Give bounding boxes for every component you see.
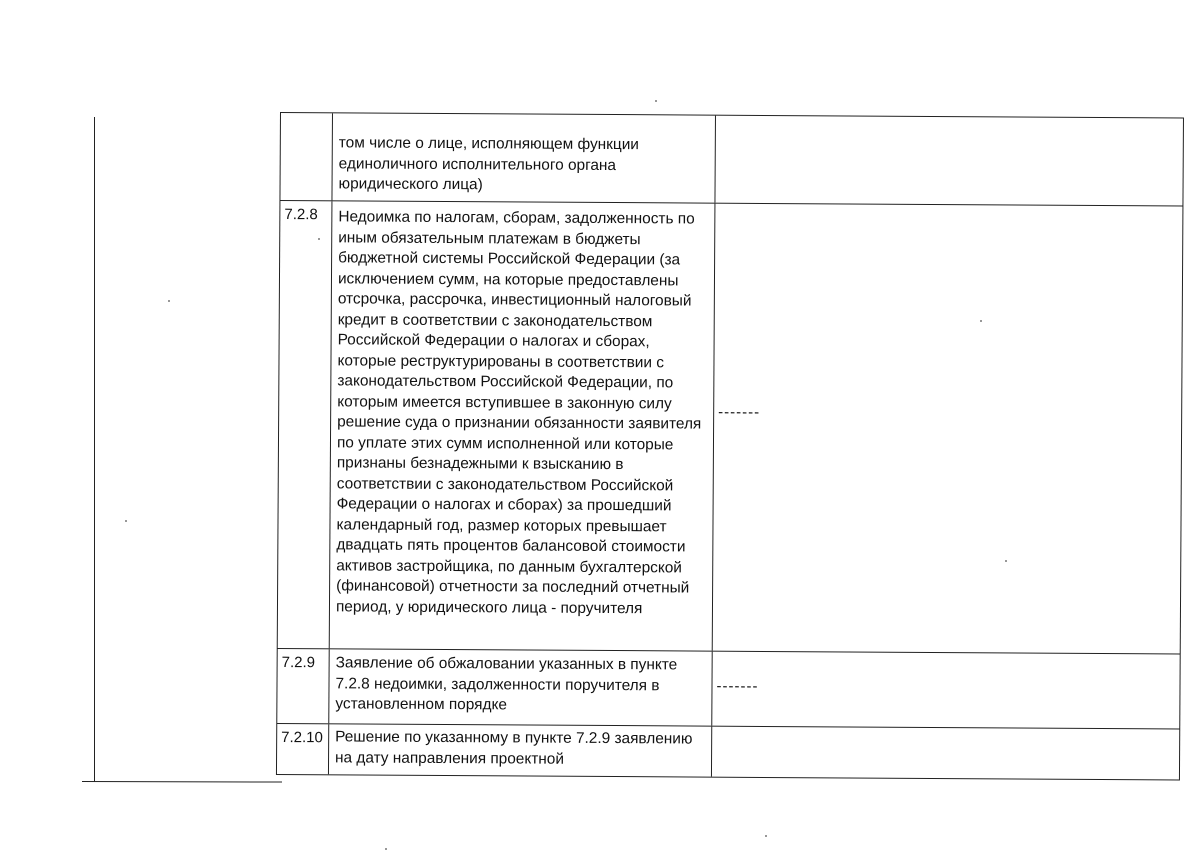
scan-speck [168, 300, 170, 302]
row-value [712, 727, 1180, 780]
row-value [712, 652, 1180, 729]
row-number: 7.2.10 [276, 724, 329, 774]
scan-speck [318, 238, 320, 240]
left-margin-line [94, 117, 95, 782]
row-text: Недоимка по налогам, сборам, задолженность по иным обязательным платежам в бюджеты бюджетной системы Российской Федерации (за исключением сумм, на которые предоставлены отсрочка, рассрочка, инвестиционный налоговый кредит в соответствии с законодательством Российской Федерации о налогах и сборах, которые реструктурированы в соответствии с законодательством Российской Федерации, по которым имеется вступившее в законную силу решение суда о признании обязанности заявителя по уплате этих сумм исполненной или которые признаны безнадежными к взысканию в соответствии с законодательством Российской Федерации о налогах и сборах) за прошедший календарный год, размер которых превышает двадцать пять процентов балансовой стоимости активов застройщика, по данным бухгалтерской (финансовой) отчетности за последний отчетный период, у юридического лица - поручителя [330, 201, 716, 650]
scan-speck [980, 320, 982, 322]
scan-speck [765, 835, 767, 837]
row-text: Решение по указанному в пункте 7.2.9 заявлению на дату направления проектной [329, 724, 712, 776]
table-row [276, 648, 1180, 729]
scan-speck [1005, 560, 1007, 562]
scan-speck [125, 520, 127, 522]
table-row [276, 723, 1180, 781]
scan-speck [655, 100, 657, 102]
row-value [715, 116, 1184, 206]
row-value-text: ------- [716, 677, 759, 695]
row-number: 7.2.9 [276, 649, 329, 723]
row-number: 7.2.8 [277, 201, 333, 648]
document-table [276, 112, 1184, 781]
scan-speck [385, 848, 387, 850]
row-number [279, 113, 333, 200]
table-row [277, 200, 1184, 654]
row-value-text: ------- [718, 403, 761, 421]
bottom-margin-line [82, 781, 282, 783]
row-value [713, 204, 1184, 654]
row-text: Заявление об обжаловании указанных в пункте 7.2.8 недоимки, задолженности поручителя в установленном порядке [329, 649, 712, 725]
row-text: том числе о лице, исполняющем функции единоличного исполнительного органа юридического лица) [332, 113, 716, 202]
table-row [279, 112, 1184, 206]
